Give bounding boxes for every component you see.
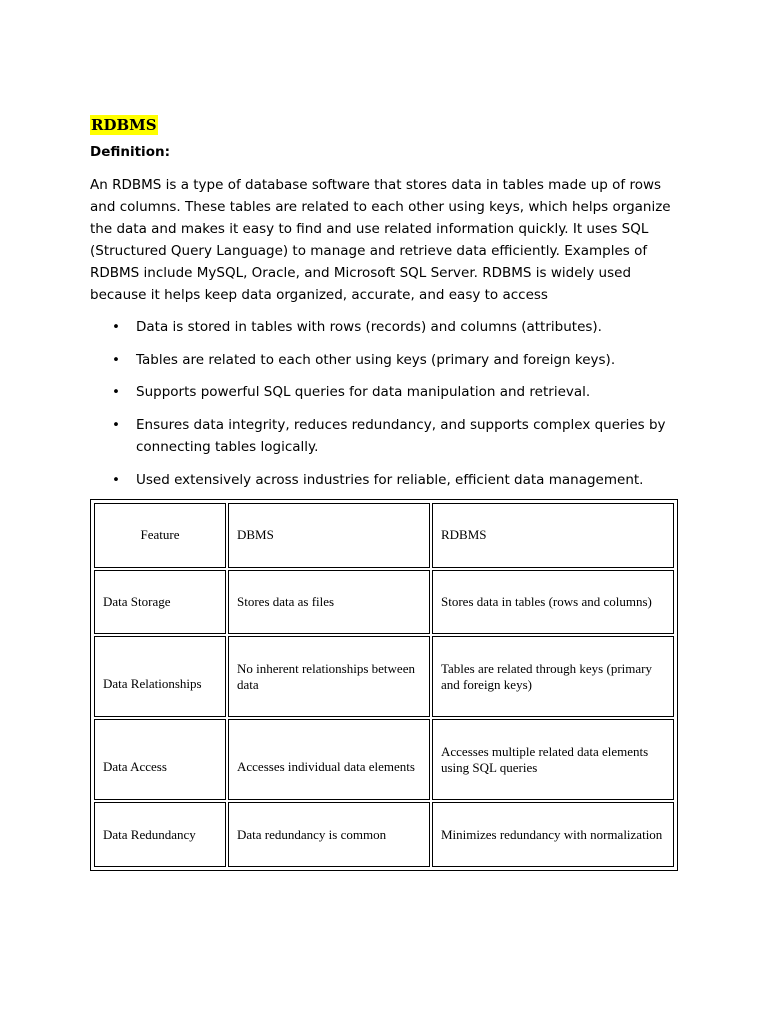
table-row [94, 719, 674, 800]
bullet-icon: • [112, 416, 120, 433]
list-item [90, 469, 690, 492]
bullet-icon: • [112, 319, 120, 335]
table-cell: Data Relationships [94, 636, 226, 717]
table-cell: Data redundancy is common [228, 802, 430, 867]
list-item [90, 349, 690, 372]
list-item-text: Supports powerful SQL queries for data manipulation and retrieval. [136, 384, 591, 400]
table-cell: Accesses multiple related data elements using SQL queries [432, 719, 674, 800]
list-item-text: Tables are related to each other using keys (primary and foreign keys). [136, 351, 616, 368]
table-row [94, 802, 674, 867]
table-row [94, 570, 674, 635]
comparison-table-grid [92, 501, 676, 869]
bullet-icon: • [112, 384, 120, 400]
table-header-cell: Feature [94, 503, 226, 568]
list-item-text: Used extensively across industries for reliable, efficient data management. [136, 471, 644, 488]
list-item [90, 316, 690, 339]
table-row [94, 636, 674, 717]
definition-heading: Definition: [90, 144, 170, 160]
table-header-cell: RDBMS [432, 503, 674, 568]
list-item-text: Data is stored in tables with rows (records) and columns (attributes). [136, 319, 602, 335]
table-cell: Stores data in tables (rows and columns) [432, 570, 674, 635]
comparison-table [90, 499, 678, 871]
table-cell: No inherent relationships between data [228, 636, 430, 717]
table-header-cell: DBMS [228, 503, 430, 568]
list-item [90, 414, 690, 459]
list-item [90, 381, 690, 404]
table-cell: Data Redundancy [94, 802, 226, 867]
page-title: RDBMS [91, 116, 157, 134]
table-cell: Stores data as files [228, 570, 430, 635]
bullet-icon: • [112, 471, 120, 488]
definition-paragraph: An RDBMS is a type of database software that stores data in tables made up of rows and columns. These tables are related to each other using keys, which helps organize the data and makes it easy to find and use related information quickly. It uses SQL (Structured Query Language) to manage and retrieve data efficiently. Examples of RDBMS include MySQL, Oracle, and Microsoft SQL Server. RDBMS is widely used because it helps keep data organized, accurate, and easy to access [90, 177, 671, 303]
table-cell: Minimizes redundancy with normalization [432, 802, 674, 867]
bullet-icon: • [112, 351, 120, 368]
table-header-row [94, 503, 674, 568]
table-cell: Accesses individual data elements [228, 719, 430, 800]
table-cell: Data Storage [94, 570, 226, 635]
table-cell: Data Access [94, 719, 226, 800]
bullet-list [90, 316, 690, 501]
table-cell: Tables are related through keys (primary and foreign keys) [432, 636, 674, 717]
list-item-text: Ensures data integrity, reduces redundancy, and supports complex queries by connecting tables logically. [136, 416, 666, 455]
